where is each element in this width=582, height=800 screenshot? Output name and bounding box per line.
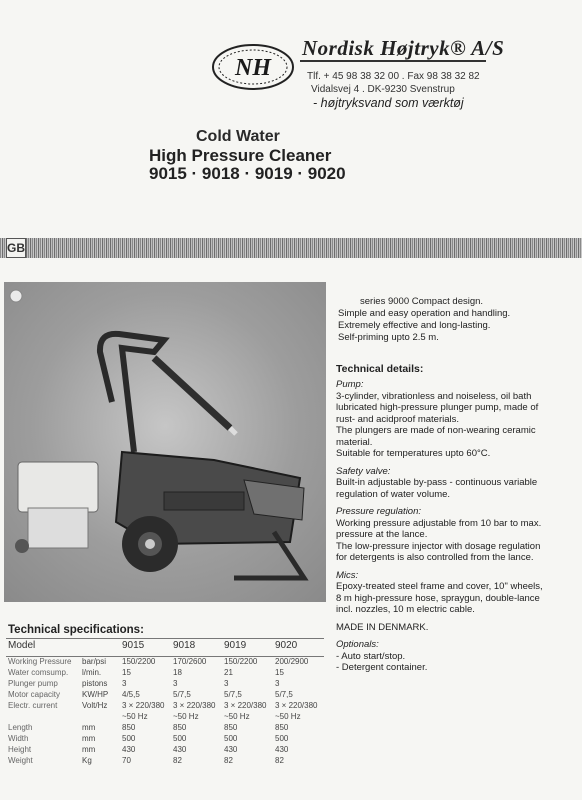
spec-value: 3 × 220/380 (275, 701, 318, 710)
spec-value: 150/2200 (224, 657, 258, 666)
spec-value: 500 (224, 734, 238, 743)
language-flag-icon: GB (6, 238, 26, 258)
company-logo-emblem (210, 42, 296, 92)
table-row (6, 657, 324, 669)
table-row (6, 668, 324, 679)
spec-value: 82 (173, 756, 182, 765)
contact-phone-fax: Tlf. + 45 98 38 32 00 . Fax 98 38 32 82 (307, 71, 480, 82)
spec-value: 500 (173, 734, 187, 743)
spec-value: 5/7,5 (173, 690, 191, 699)
spec-label: Motor capacity (8, 690, 61, 699)
spec-value: 15 (122, 668, 131, 677)
brand-name: Nordisk Højtryk® A/S (302, 36, 505, 60)
spec-unit: KW/HP (82, 690, 109, 699)
product-title-line2: High Pressure Cleaner (149, 146, 332, 165)
column-header: 9015 (120, 639, 171, 657)
spec-value: 850 (122, 723, 136, 732)
spec-unit (80, 712, 120, 723)
spec-label: Weight (8, 756, 33, 765)
table-row (6, 745, 324, 756)
spec-label: Electr. current (8, 701, 58, 710)
spec-value: 500 (275, 734, 289, 743)
spec-unit: mm (82, 745, 96, 754)
spec-value: 430 (224, 745, 238, 754)
spec-value: 3 (173, 679, 178, 688)
intro-line: series 9000 Compact design. (360, 296, 484, 307)
section-heading-pump: Pump: (336, 379, 364, 390)
spec-value: 150/2200 (122, 657, 156, 666)
spec-value: 3 × 220/380 (122, 701, 165, 710)
spec-value: 3 × 220/380 (224, 701, 267, 710)
logo-monogram: NH (235, 55, 271, 81)
product-title-line1: Cold Water (196, 128, 280, 145)
table-row (6, 734, 324, 745)
table-row (6, 756, 324, 767)
section-heading-safety-valve: Safety valve: (336, 465, 391, 477)
table-row (6, 723, 324, 734)
spec-unit: bar/psi (82, 657, 107, 666)
spec-value: 5/7,5 (224, 690, 242, 699)
section-heading-optionals: Optionals: (336, 639, 379, 650)
made-in-denmark: MADE IN DENMARK. (336, 621, 429, 633)
spec-unit: Volt/Hz (82, 701, 108, 710)
spec-value: ~50 Hz (122, 712, 148, 721)
spec-unit: pistons (82, 679, 108, 688)
section-body-pressure-regulation: Working pressure adjustable from 10 bar to max. pressure at the lance. The low-pressure injector with dosage regulation for detergents is also controlled from the lance. (336, 517, 542, 563)
spec-value: 850 (173, 723, 187, 732)
table-header-row (6, 639, 324, 657)
specifications-table (6, 638, 324, 767)
section-body-safety-valve: Built-in adjustable by-pass - continuous variable regulation of water volume. (336, 477, 538, 500)
table-row (6, 690, 324, 701)
spec-value: 430 (122, 745, 136, 754)
section-body-pump: 3-cylinder, vibrationless and noiseless, oil bath lubricated high-pressure plunger pump, made of rust- and acidproof materials. The plungers are made of non-wearing ceramic material. Suitable for temperatures upto 60°C. (336, 390, 539, 459)
spec-value: 21 (224, 668, 233, 677)
column-header: 9019 (222, 639, 273, 657)
decorative-band (0, 238, 582, 258)
technical-details-heading: Technical details: (336, 363, 424, 375)
spec-label: Width (8, 734, 29, 743)
section-heading-misc: Mics: (336, 569, 359, 581)
technical-details (336, 379, 546, 680)
spec-label (6, 712, 80, 723)
spec-label: Working Pressure (8, 657, 72, 666)
spec-value: 3 × 220/380 (173, 701, 216, 710)
spec-value: 200/2900 (275, 657, 309, 666)
spec-value: 3 (275, 679, 280, 688)
spec-label: Length (8, 723, 33, 732)
spec-value: 430 (173, 745, 187, 754)
spec-value: 82 (224, 756, 233, 765)
spec-value: ~50 Hz (224, 712, 250, 721)
table-row (6, 701, 324, 712)
intro-line: Self-priming upto 2.5 m. (338, 332, 439, 343)
spec-value: ~50 Hz (275, 712, 301, 721)
spec-value: 18 (173, 668, 182, 677)
spec-value: 5/7,5 (275, 690, 293, 699)
table-row (6, 712, 324, 723)
spec-unit: l/min. (82, 668, 102, 677)
spec-unit: mm (82, 723, 96, 732)
spec-value: 82 (275, 756, 284, 765)
spec-label: Water comsump. (8, 668, 69, 677)
spec-label: Plunger pump (8, 679, 58, 688)
spec-value: 500 (122, 734, 136, 743)
section-body-optionals: - Auto start/stop. - Detergent container. (336, 650, 428, 673)
spec-value: ~50 Hz (173, 712, 199, 721)
spec-label: Height (8, 745, 32, 754)
spec-value: 170/2600 (173, 657, 207, 666)
product-photo (4, 282, 326, 602)
spec-value: 850 (275, 723, 289, 732)
spec-unit: Kg (82, 756, 92, 765)
spec-value: 15 (275, 668, 284, 677)
column-header: 9020 (273, 639, 324, 657)
spec-value: 4/5,5 (122, 690, 140, 699)
spec-unit: mm (82, 734, 96, 743)
product-model-numbers: 9015 · 9018 · 9019 · 9020 (149, 164, 346, 183)
table-row (6, 679, 324, 690)
product-intro (338, 296, 538, 344)
company-tagline: - højtryksvand som værktøj (313, 96, 464, 110)
specifications-heading: Technical specifications: (8, 624, 144, 636)
spec-value: 430 (275, 745, 289, 754)
intro-line: Simple and easy operation and handling. (338, 308, 511, 319)
section-body-misc: Epoxy-treated steel frame and cover, 10" wheels, 8 m high-pressure hose, spraygun, double-lance incl. nozzles, 10 m electric cable. (336, 581, 543, 615)
brand-underline (300, 60, 486, 62)
column-header: Model (6, 639, 80, 657)
column-header: 9018 (171, 639, 222, 657)
column-header (80, 639, 120, 657)
spec-value: 3 (122, 679, 127, 688)
intro-line: Extremely effective and long-lasting. (338, 320, 491, 331)
section-heading-pressure-regulation: Pressure regulation: (336, 506, 422, 517)
spec-value: 3 (224, 679, 229, 688)
spec-value: 850 (224, 723, 238, 732)
spec-value: 70 (122, 756, 131, 765)
contact-address: Vidalsvej 4 . DK-9230 Svenstrup (311, 84, 455, 95)
